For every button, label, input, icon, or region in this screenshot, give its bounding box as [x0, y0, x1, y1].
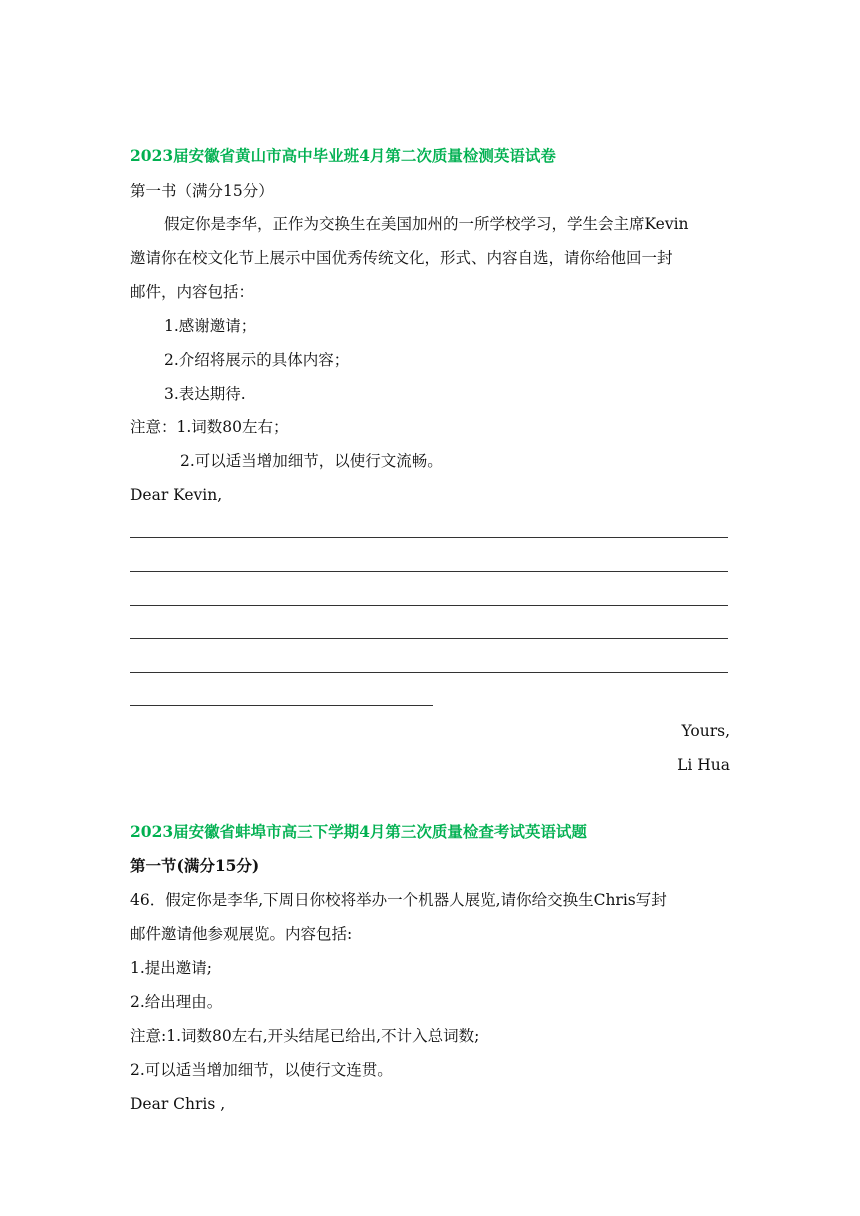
- section2-title: 2023届安徽省蚌埠市高三下学期4月第三次质量检查考试英语试题: [130, 822, 587, 841]
- section2-item-2: 2.给出理由。: [130, 993, 223, 1011]
- section1-closing: Yours,: [681, 722, 730, 740]
- answer-line: [130, 638, 728, 639]
- section1-para-line1: 假定你是李华，正作为交换生在美国加州的一所学校学习，学生会主席Kevin: [164, 215, 689, 233]
- section1-salutation: Dear Kevin,: [130, 486, 223, 504]
- answer-line: [130, 705, 433, 706]
- section2-item-1: 1.提出邀请;: [130, 959, 213, 977]
- section1-para-line2: 邀请你在校文化节上展示中国优秀传统文化，形式、内容自选，请你给他回一封: [130, 249, 673, 267]
- section1-para-line3: 邮件，内容包括：: [130, 283, 255, 301]
- section1-title: 2023届安徽省黄山市高中毕业班4月第二次质量检测英语试卷: [130, 146, 556, 165]
- section1-item-2: 2.介绍将展示的具体内容；: [164, 351, 350, 369]
- answer-line: [130, 605, 728, 606]
- section1-item-1: 1.感谢邀请；: [164, 317, 257, 335]
- section1-signature: Li Hua: [677, 756, 730, 774]
- answer-line: [130, 537, 728, 538]
- section1-subtitle: 第一书（满分15分）: [130, 182, 274, 200]
- section1-note-2: 2.可以适当增加细节，以使行文流畅。: [180, 452, 443, 470]
- section2-note-1: 注意:1.词数80左右,开头结尾已给出,不计入总词数;: [130, 1027, 480, 1045]
- section1-item-3: 3.表达期待.: [164, 385, 246, 403]
- answer-line: [130, 571, 728, 572]
- section2-para-line1: 46．假定你是李华,下周日你校将举办一个机器人展览,请你给交换生Chris写封: [130, 891, 667, 909]
- section1-note-1: 注意：1.词数80左右；: [130, 418, 289, 436]
- section2-note-2: 2.可以适当增加细节，以使行文连贯。: [130, 1061, 393, 1079]
- answer-line: [130, 672, 728, 673]
- section2-para-line2: 邮件邀请他参观展览。内容包括:: [130, 925, 353, 943]
- section2-subtitle: 第一节(满分15分): [130, 856, 260, 875]
- section2-salutation: Dear Chris ,: [130, 1095, 226, 1113]
